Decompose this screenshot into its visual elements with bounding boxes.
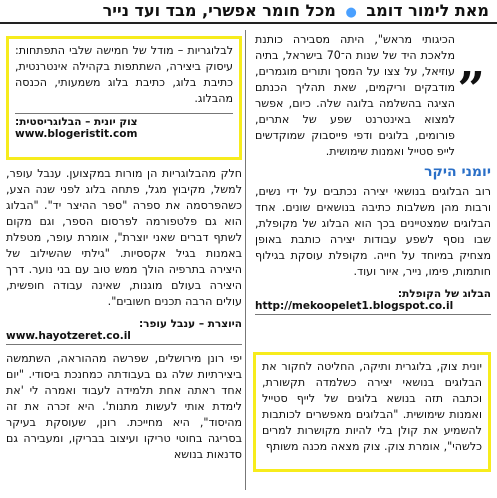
body-paragraph: רוב הבלוגים בנושאי יצירה נכתבים על ידי נשים, ורבות מהן משלבות כתיבה בנושאים שונים. אחד הבלוגים שמצטיינים בכך הוא הבלוג של מקופלת, שבו נוסף לשפע עבודות יצירה כותבת באופן מצחיק במיוחד על חייה. מקופלת עוסקת בגילוף חותמות, פימו, נייר, איור ועוד. [255, 185, 491, 278]
blog-credit-url[interactable]: www.blogeristit.com [15, 128, 138, 140]
quote-mark-icon: ” [457, 62, 485, 118]
bullet-separator-icon: ● [345, 5, 357, 20]
column-divider [245, 30, 246, 490]
blog-credit-label: צוק יונית – הבלוגריסטית: [15, 116, 138, 128]
section-subhead: יומני היקר [424, 164, 491, 180]
highlight-text: לבלוגריות – מודל של חמישה שלבי התפתחות: עיסוק ביצירה, השתתפות בקהילה אינטרנטית, כתיבת בלוג, כתיבת בלוג משמעותי, הכנסה מהבלוג. [15, 44, 233, 105]
blog-credit-url[interactable]: http://mekoopelet1.blogspot.co.il [255, 300, 491, 315]
body-paragraph: יפי רונן מירושלים, שפרשה מההוראה, השתמשה ביצירתיות שלה גם בעבודתה כמחנכת ביסודי. "יום אחד ראתה אחת תלמידה לעבוד ואמרה לי 'את לימדת אותי לעשות מתנות'. היא זכרה את זה מהיסוד", היא מחייכת. רונן, שעוסקת בעיקר בסריגה בחוטי טריקו ועיצוב בבריקו, ומעבירה גם סדנאות בנושא [6, 352, 242, 461]
highlight-text: יונית צוק, בלוגרית ותיקה, החליטה לחקור את הבלוגים בנושאי יצירה כשלמדה תקשורת, וכתבה תזה בנושא בלוגים של לייף סטייל ואמנות שימושית. "הבלוגים מאפשרים לכותבות להשמיע את קולן בלי להיות מקושרות למרים כלשהי", אומרת צוק. צוק מצאה מכנה משותף [262, 360, 482, 453]
byline: מאת לימור דומב [366, 1, 489, 20]
blog-credit-label: הבלוג של הקופלת: [397, 288, 491, 300]
right-column [255, 32, 491, 315]
opening-quote-paragraph: הכיגותי מראש", היתה מסבירה כותנת מלאכת היד של שנות ה־70 בישראל, בתיה עוזיאל, על צצו על המסך ותורים מוגמרים, מודבקים וריקמים, שאת תהליך הכנתם הציגה בהשלמה בלוגה שלה. כיום, אפשר למצוא באינטרנט שפע של אתרים, פורומים, בלוגים ודפי פייסבוק שמוקדשים לייפ סטייל ואמנות שימושית. [255, 33, 456, 158]
article-header [0, 0, 497, 24]
article-title: מכל חומר אפשרי, מבד ועד נייר [102, 1, 336, 20]
body-paragraph: חלק מהבלוגריות הן מורות במקצוען. ענבל עופר, למשל, מקיבוץ מגל, פתחה בלוג לפני שנה הצע, כשהפרסמה את ספרה "ספר ההיצר יד". "הבלוג הוא גם פלטפורמה לפרסום הספר, וגם מקום לשתף דברים שאני יוצרת", אומרת עופר, מטפלת באמנות בגיל אקססיות. "גילתי שהשילוב של היצירה בתרפיה הולך ממש טוב עם בני נוער. דרך היצירה בעולם מוגנות, שאינה עבודה חופשית, עולים הרבה תכנים חשובים". [6, 167, 242, 308]
blog-credit-label: היוצרת – ענבל עופר: [138, 318, 242, 330]
left-column [6, 166, 242, 463]
highlight-box-top [6, 36, 242, 160]
highlight-box-bottom [253, 352, 491, 472]
blog-credit-url[interactable]: www.hayotzeret.co.il [6, 330, 242, 345]
